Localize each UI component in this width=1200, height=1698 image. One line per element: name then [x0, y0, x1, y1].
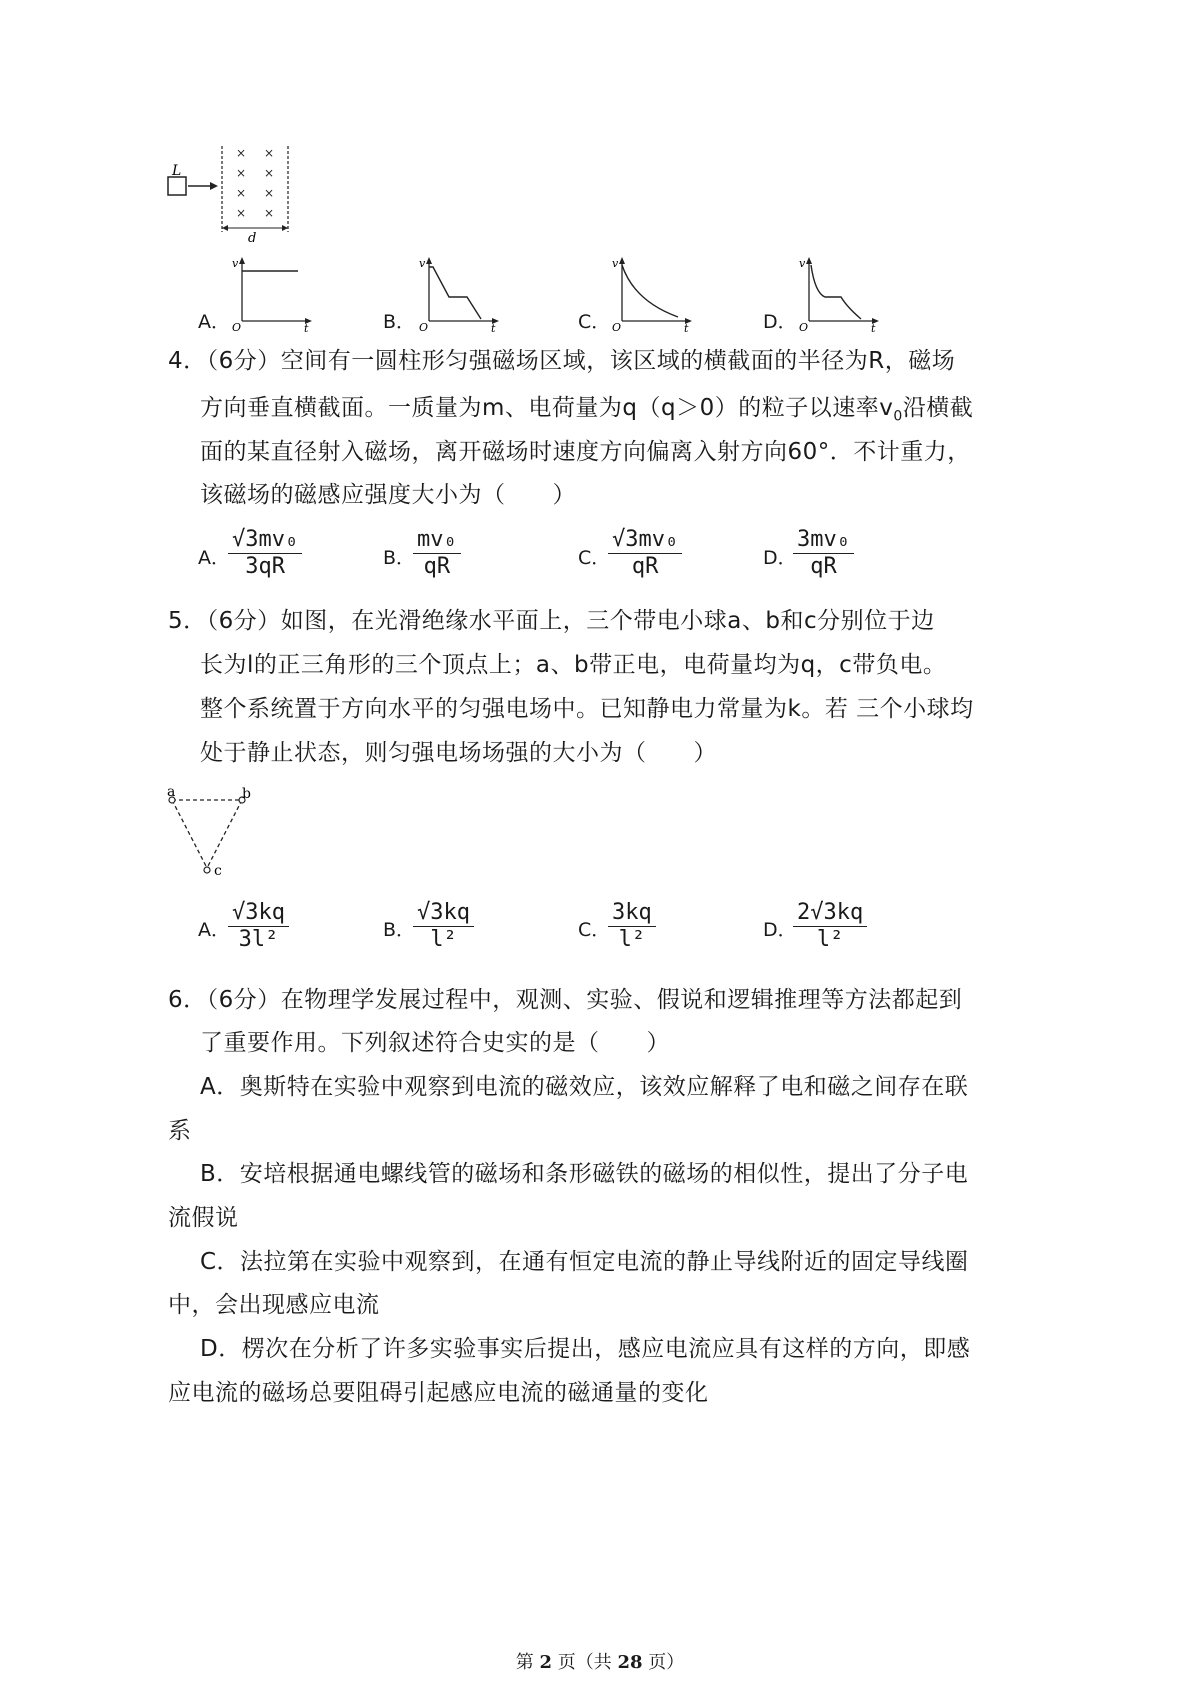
svg-text:×: ×: [264, 146, 275, 160]
q6-option-c-line-1[interactable]: C．法拉第在实验中观察到，在通有恒定电流的静止导线附近的固定导线圈: [200, 1249, 969, 1275]
svg-text:t: t: [871, 322, 876, 335]
svg-text:t: t: [491, 322, 496, 335]
q6-option-d-line-1[interactable]: D．楞次在分析了许多实验事实后提出，感应电流应具有这样的方向，即感: [200, 1336, 971, 1362]
q6-option-a-line-2: 系: [168, 1118, 192, 1144]
svg-text:O: O: [232, 321, 242, 334]
q5-option-d-formula: $\frac{2√3kq}{\text{l²}}$: [793, 900, 867, 953]
svg-text:O: O: [799, 321, 809, 334]
q5-option-a-label[interactable]: A．: [198, 919, 230, 941]
page-footer: 第 2 页（共 28 页）: [515, 1652, 685, 1673]
q3-option-d-graph: [795, 255, 885, 335]
page-total: 28: [617, 1652, 643, 1673]
q3-option-a-label[interactable]: A．: [198, 311, 230, 333]
q3-option-c-graph: [608, 255, 698, 335]
svg-text:×: ×: [264, 166, 275, 180]
svg-text:O: O: [612, 321, 622, 334]
q5-option-c-label[interactable]: C．: [578, 919, 611, 941]
svg-text:t: t: [684, 322, 689, 335]
q4-option-b-label[interactable]: B．: [383, 547, 416, 569]
q3-option-b-graph: [415, 255, 505, 335]
svg-text:×: ×: [236, 166, 247, 180]
q5-line-1: 5．（6分）如图，在光滑绝缘水平面上，三个带电小球a、b和c分别位于边: [168, 608, 935, 634]
q4-option-d-label[interactable]: D．: [763, 547, 797, 569]
svg-text:×: ×: [236, 186, 247, 200]
q3-field-figure: [160, 140, 300, 245]
q6-option-a-line-1[interactable]: A．奥斯特在实验中观察到电流的磁效应，该效应解释了电和磁之间存在联: [200, 1074, 969, 1100]
q5-label-c: c: [214, 863, 222, 879]
q5-label-a: a: [167, 785, 176, 800]
q5-line-4: 处于静止状态，则匀强电场场强的大小为（ ）: [200, 740, 717, 766]
q6-option-c-line-2: 中，会出现感应电流: [168, 1292, 380, 1318]
q5-option-b-label[interactable]: B．: [383, 919, 416, 941]
svg-text:×: ×: [264, 186, 275, 200]
svg-text:v: v: [232, 257, 239, 270]
q3-option-a-graph: [228, 255, 318, 335]
q5-triangle-figure: [160, 785, 270, 885]
q3-option-b-label[interactable]: B．: [383, 311, 416, 333]
q4-line-2: 方向垂直横截面。一质量为m、电荷量为q（q＞0）的粒子以速率$v_0$沿横截: [200, 395, 974, 425]
q4-option-c-label[interactable]: C．: [578, 547, 611, 569]
q6-option-b-line-2: 流假说: [168, 1205, 239, 1231]
q4-option-d-formula: $\frac{\text{3mv₀}}{qR}$: [793, 527, 854, 580]
svg-text:×: ×: [236, 146, 247, 160]
q3-label-L: L: [172, 163, 182, 179]
q5-option-c-formula: $\frac{3kq}{\text{l²}}$: [608, 900, 656, 953]
q4-line-4: 该磁场的磁感应强度大小为（ ）: [200, 482, 576, 508]
q5-option-a-formula: $\frac{√3kq}{\text{3l²}}$: [228, 900, 289, 953]
q3-option-c-label[interactable]: C．: [578, 311, 611, 333]
q4-line-3: 面的某直径射入磁场，离开磁场时速度方向偏离入射方向60°．不计重力，: [200, 439, 971, 465]
svg-text:×: ×: [236, 206, 247, 220]
q6-option-b-line-1[interactable]: B．安培根据通电螺线管的磁场和条形磁铁的磁场的相似性，提出了分子电: [200, 1161, 969, 1187]
svg-text:v: v: [612, 257, 619, 270]
svg-text:v: v: [419, 257, 426, 270]
q4-option-a-label[interactable]: A．: [198, 547, 230, 569]
svg-text:t: t: [304, 322, 309, 335]
page-number: 2: [539, 1652, 552, 1673]
svg-text:v: v: [799, 257, 806, 270]
q5-line-2: 长为l的正三角形的三个顶点上；a、b带正电，电荷量均为q，c带负电。: [200, 652, 947, 678]
q3-option-d-label[interactable]: D．: [763, 311, 797, 333]
q4-option-a-formula: $\frac{\text{√3mv₀}}{3qR}$: [228, 527, 302, 580]
q6-option-d-line-2: 应电流的磁场总要阻碍引起感应电流的磁通量的变化: [168, 1380, 709, 1406]
q3-label-d: d: [248, 231, 257, 245]
q6-line-1: 6．（6分）在物理学发展过程中，观测、实验、假说和逻辑推理等方法都起到: [168, 987, 963, 1013]
svg-text:O: O: [419, 321, 429, 334]
svg-text:×: ×: [264, 206, 275, 220]
q5-option-d-label[interactable]: D．: [763, 919, 797, 941]
q4-line-1: 4．（6分）空间有一圆柱形匀强磁场区域，该区域的横截面的半径为R，磁场: [168, 348, 956, 374]
q4-option-b-formula: $\frac{\text{mv₀}}{qR}$: [413, 527, 461, 580]
q5-line-3: 整个系统置于方向水平的匀强电场中。已知静电力常量为k。若 三个小球均: [200, 696, 974, 722]
q6-line-2: 了重要作用。下列叙述符合史实的是（ ）: [200, 1030, 670, 1056]
q5-option-b-formula: $\frac{√3kq}{\text{l²}}$: [413, 900, 474, 953]
q4-option-c-formula: $\frac{\text{√3mv₀}}{qR}$: [608, 527, 682, 580]
q5-label-b: b: [242, 786, 251, 802]
